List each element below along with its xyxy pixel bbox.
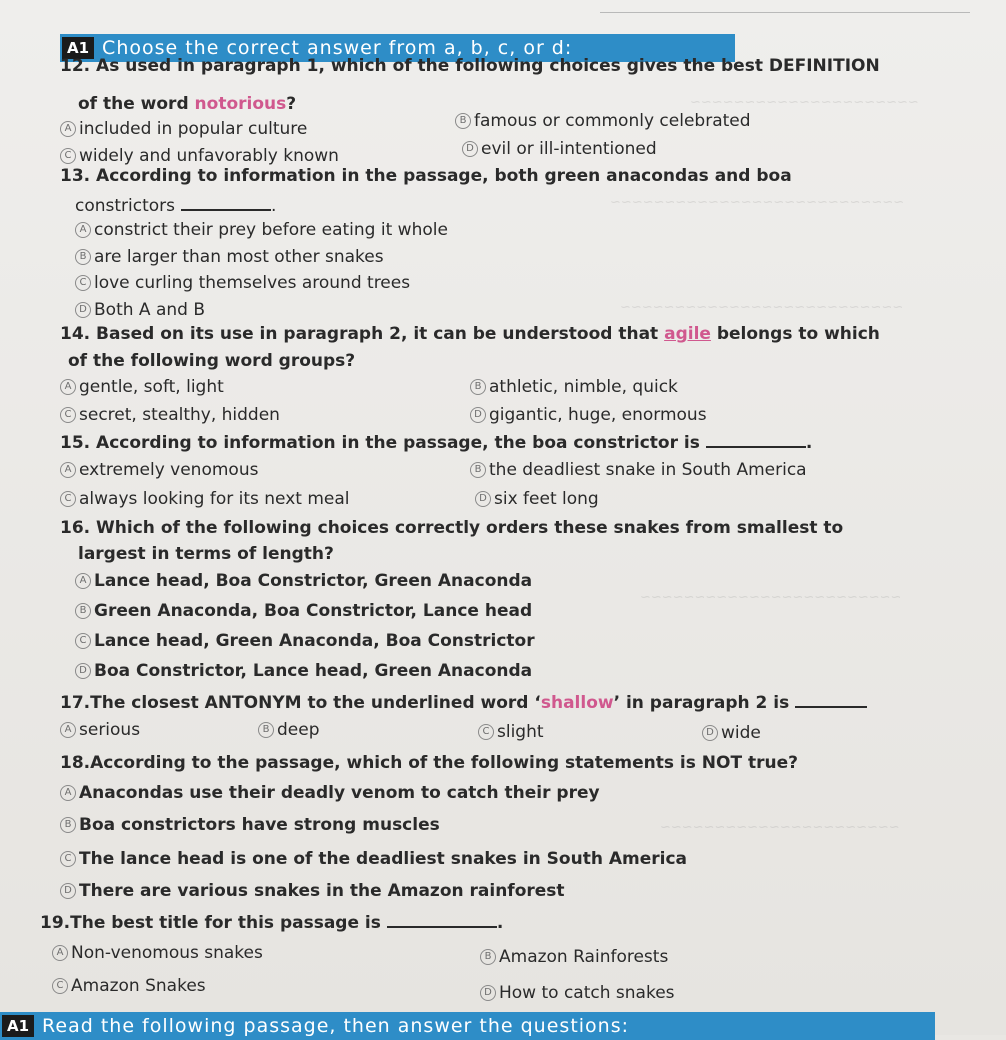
question-14-text-cont: of the following word groups? — [68, 351, 356, 371]
bleed-through-text: ~~~~~~~~~~~~~~~~~~~~~~ — [660, 820, 900, 835]
question-16-text-cont: largest in terms of length? — [78, 544, 334, 564]
q12-option-d[interactable]: D evil or ill-intentioned — [462, 138, 657, 160]
question-13-text: 13. According to information in the passage, both green anacondas and boa — [60, 166, 792, 186]
option-c-circle-icon: C — [75, 633, 91, 649]
q18-option-a[interactable]: A Anacondas use their deadly venom to catch their prey — [60, 782, 600, 804]
answer-blank — [387, 912, 497, 928]
option-c-circle-icon: C — [60, 491, 76, 507]
option-d-circle-icon: D — [480, 985, 496, 1001]
answer-blank — [795, 692, 867, 708]
section-header-bottom — [0, 1012, 935, 1040]
option-d-circle-icon: D — [475, 491, 491, 507]
q19-option-a[interactable]: A Non-venomous snakes — [52, 942, 263, 964]
option-c-circle-icon: C — [60, 407, 76, 423]
option-b-circle-icon: B — [455, 113, 471, 129]
option-a-circle-icon: A — [60, 462, 76, 478]
option-a-circle-icon: A — [60, 379, 76, 395]
q15-option-d[interactable]: D six feet long — [475, 488, 599, 510]
option-a-circle-icon: A — [75, 222, 91, 238]
q13-option-b[interactable]: B are larger than most other snakes — [75, 246, 384, 268]
q16-option-d[interactable]: D Boa Constrictor, Lance head, Green Anaconda — [75, 660, 532, 682]
q15-option-c[interactable]: C always looking for its next meal — [60, 488, 350, 510]
option-d-circle-icon: D — [462, 141, 478, 157]
question-12-text: 12. As used in paragraph 1, which of the following choices gives the best DEFINITION — [60, 56, 880, 76]
option-a-circle-icon: A — [60, 785, 76, 801]
question-13-text-cont: constrictors . — [75, 196, 277, 216]
option-a-circle-icon: A — [52, 945, 68, 961]
option-b-circle-icon: B — [75, 603, 91, 619]
q14-option-d[interactable]: D gigantic, huge, enormous — [470, 404, 707, 426]
question-12-text-cont: of the word notorious? — [78, 94, 297, 114]
option-c-circle-icon: C — [75, 275, 91, 291]
q16-option-c[interactable]: C Lance head, Green Anaconda, Boa Constrictor — [75, 630, 535, 652]
q17-option-b[interactable]: B deep — [258, 719, 320, 741]
q14-option-b[interactable]: B athletic, nimble, quick — [470, 376, 678, 398]
option-a-circle-icon: A — [60, 722, 76, 738]
answer-blank — [706, 432, 806, 448]
q18-option-c[interactable]: C The lance head is one of the deadliest snakes in South America — [60, 848, 687, 870]
question-17-text: 17.The closest ANTONYM to the underlined word ‘shallow’ in paragraph 2 is — [60, 692, 867, 714]
keyword-notorious: notorious — [194, 94, 287, 114]
q12-option-b[interactable]: B famous or commonly celebrated — [455, 110, 751, 132]
option-c-circle-icon: C — [60, 148, 76, 164]
option-a-circle-icon: A — [60, 121, 76, 137]
option-d-circle-icon: D — [75, 663, 91, 679]
bleed-through-text: ~~~~~~~~~~~~~~~~~~~~~~~~ — [640, 590, 902, 605]
q19-option-b[interactable]: B Amazon Rainforests — [480, 946, 668, 968]
section-tag: A1 — [62, 37, 94, 59]
section-tag: A1 — [2, 1015, 34, 1037]
q17-option-a[interactable]: A serious — [60, 719, 140, 741]
q13-option-c[interactable]: C love curling themselves around trees — [75, 272, 410, 294]
keyword-agile: agile — [664, 324, 711, 344]
keyword-shallow: shallow — [540, 693, 614, 713]
option-c-circle-icon: C — [60, 851, 76, 867]
q15-option-a[interactable]: A extremely venomous — [60, 459, 258, 481]
q16-option-a[interactable]: A Lance head, Boa Constrictor, Green Anaconda — [75, 570, 532, 592]
option-b-circle-icon: B — [470, 462, 486, 478]
question-16-text: 16. Which of the following choices correctly orders these snakes from smallest to — [60, 518, 844, 538]
answer-blank — [181, 195, 271, 211]
q12-option-c[interactable]: C widely and unfavorably known — [60, 145, 339, 167]
option-d-circle-icon: D — [470, 407, 486, 423]
q18-option-b[interactable]: B Boa constrictors have strong muscles — [60, 814, 440, 836]
q17-option-d[interactable]: D wide — [702, 722, 761, 744]
option-d-circle-icon: D — [702, 725, 718, 741]
q19-option-d[interactable]: D How to catch snakes — [480, 982, 675, 1004]
q18-option-d[interactable]: D There are various snakes in the Amazon rainforest — [60, 880, 565, 902]
option-d-circle-icon: D — [75, 302, 91, 318]
q12-option-a[interactable]: A included in popular culture — [60, 118, 307, 140]
q17-option-c[interactable]: C slight — [478, 721, 544, 743]
question-14-text: 14. Based on its use in paragraph 2, it can be understood that agile belongs to which — [60, 324, 880, 344]
question-19-text: 19.The best title for this passage is . — [40, 913, 504, 933]
option-b-circle-icon: B — [258, 722, 274, 738]
q13-option-d[interactable]: D Both A and B — [75, 299, 205, 321]
q14-option-c[interactable]: C secret, stealthy, hidden — [60, 404, 280, 426]
option-b-circle-icon: B — [60, 817, 76, 833]
question-15-text: 15. According to information in the passage, the boa constrictor is . — [60, 433, 813, 453]
option-c-circle-icon: C — [52, 978, 68, 994]
option-a-circle-icon: A — [75, 573, 91, 589]
section-title: Choose the correct answer from a, b, c, or d: — [102, 37, 573, 59]
bleed-through-text: ~~~~~~~~~~~~~~~~~~~~~ — [690, 95, 919, 110]
bleed-through-text: ~~~~~~~~~~~~~~~~~~~~~~~~~~ — [620, 300, 904, 315]
option-c-circle-icon: C — [478, 724, 494, 740]
q13-option-a[interactable]: A constrict their prey before eating it whole — [75, 219, 448, 241]
option-d-circle-icon: D — [60, 883, 76, 899]
option-b-circle-icon: B — [480, 949, 496, 965]
q16-option-b[interactable]: B Green Anaconda, Boa Constrictor, Lance head — [75, 600, 532, 622]
option-b-circle-icon: B — [75, 249, 91, 265]
q14-option-a[interactable]: A gentle, soft, light — [60, 376, 224, 398]
question-18-text: 18.According to the passage, which of the following statements is NOT true? — [60, 753, 798, 773]
bleed-through-text: ~~~~~~~~~~~~~~~~~~~~~~~~~~~ — [610, 195, 905, 210]
section-title: Read the following passage, then answer the questions: — [42, 1015, 630, 1037]
q15-option-b[interactable]: B the deadliest snake in South America — [470, 459, 807, 481]
top-rule — [600, 12, 970, 13]
q19-option-c[interactable]: C Amazon Snakes — [52, 975, 206, 997]
option-b-circle-icon: B — [470, 379, 486, 395]
